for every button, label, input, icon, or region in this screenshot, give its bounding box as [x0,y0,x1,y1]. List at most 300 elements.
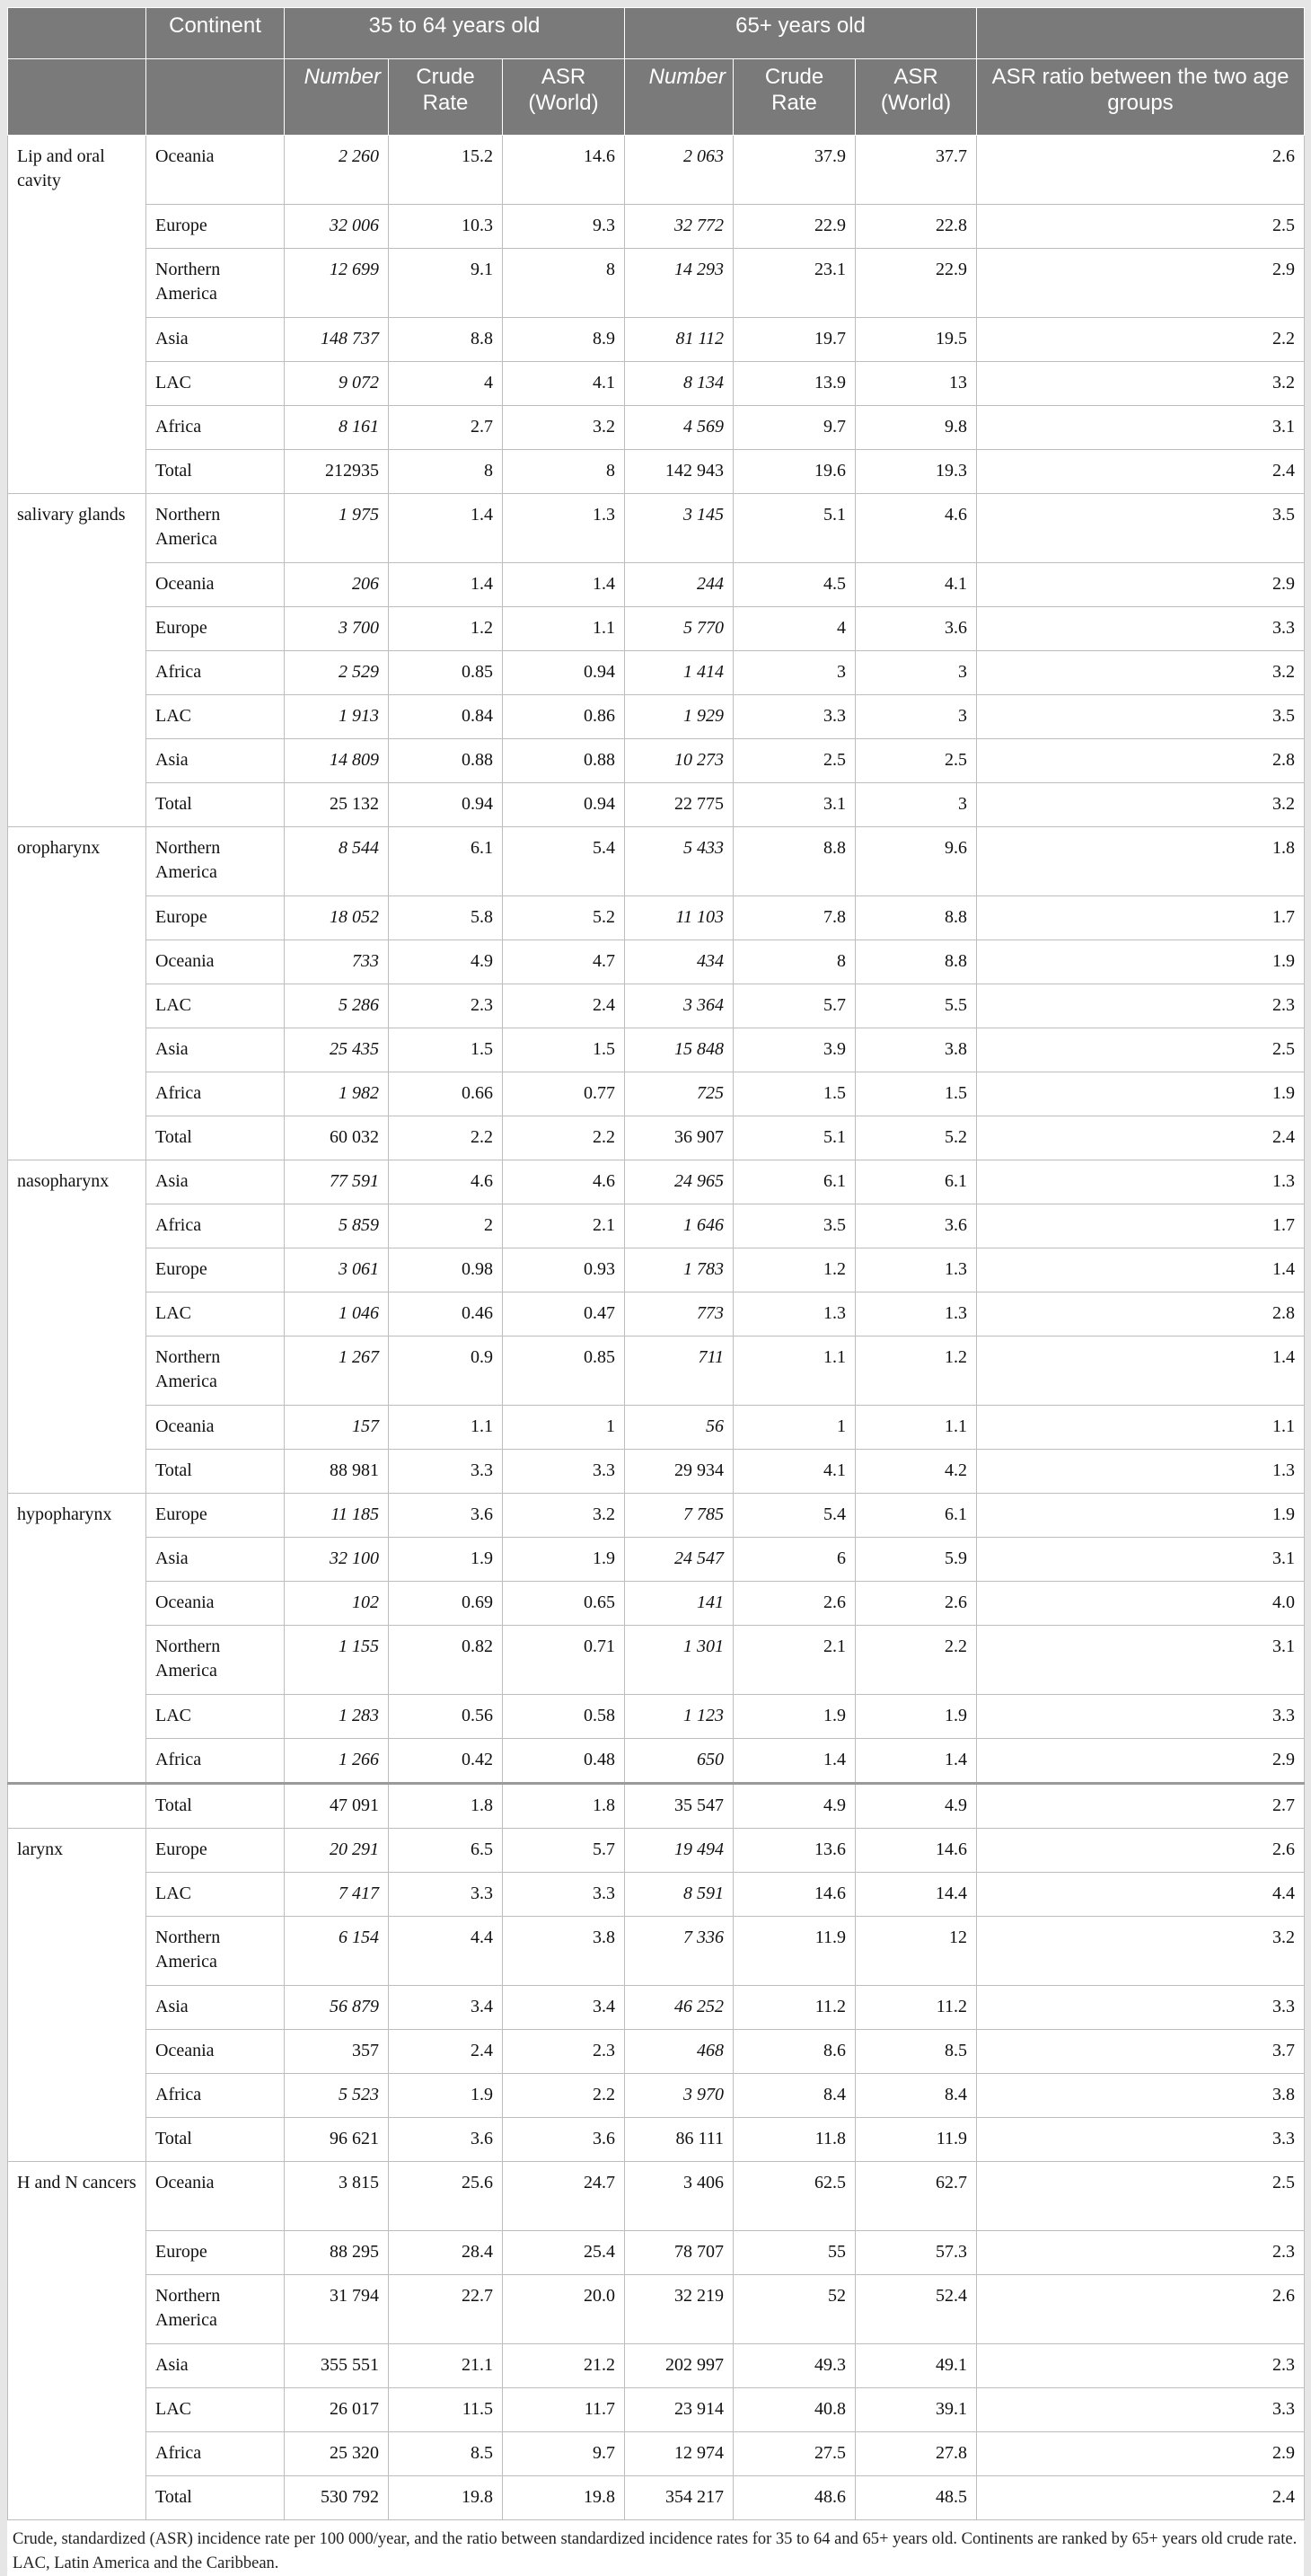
cell-crude-rate-35-64: 1.9 [389,1538,503,1582]
header-site-blank [8,8,146,59]
cell-crude-rate-65-plus: 19.7 [734,318,856,362]
cell-number-35-64: 60 032 [285,1116,389,1160]
header-ratio-blank [977,8,1305,59]
cell-cancer-site [8,2344,146,2388]
cell-crude-rate-35-64: 5.8 [389,896,503,940]
cell-number-35-64: 1 913 [285,695,389,739]
cell-crude-rate-35-64: 4.6 [389,1160,503,1204]
cell-cancer-site [8,2118,146,2162]
cell-continent: Oceania [146,940,285,984]
cell-asr-ratio: 1.8 [977,827,1305,896]
cell-number-35-64: 7 417 [285,1873,389,1917]
cell-crude-rate-35-64: 2.4 [389,2030,503,2074]
cell-asr-35-64: 1 [503,1406,625,1450]
cell-continent: Total [146,1116,285,1160]
cell-crude-rate-35-64: 3.3 [389,1873,503,1917]
cell-asr-65-plus: 49.1 [856,2344,977,2388]
cell-asr-35-64: 3.6 [503,2118,625,2162]
cell-continent: Oceania [146,563,285,607]
cell-continent: LAC [146,1292,285,1337]
cell-crude-rate-65-plus: 4 [734,607,856,651]
cell-number-35-64: 5 523 [285,2074,389,2118]
table-row [8,136,1305,205]
cell-number-65-plus: 86 111 [625,2118,734,2162]
cell-asr-65-plus: 57.3 [856,2231,977,2275]
cell-asr-65-plus: 9.6 [856,827,977,896]
cell-cancer-site [8,1292,146,1337]
table-row [8,1695,1305,1739]
cell-number-35-64: 25 132 [285,783,389,827]
cell-asr-ratio: 3.2 [977,362,1305,406]
table-row [8,2030,1305,2074]
cell-number-65-plus: 354 217 [625,2476,734,2520]
cell-asr-35-64: 2.1 [503,1204,625,1248]
cell-number-65-plus: 3 970 [625,2074,734,2118]
cell-number-65-plus: 1 301 [625,1626,734,1695]
cell-crude-rate-35-64: 11.5 [389,2388,503,2432]
cell-cancer-site [8,1582,146,1626]
table-row [8,1538,1305,1582]
table-row [8,739,1305,783]
cell-crude-rate-65-plus: 11.9 [734,1917,856,1986]
cell-asr-ratio: 3.5 [977,494,1305,563]
cell-crude-rate-65-plus: 13.9 [734,362,856,406]
cell-asr-65-plus: 2.2 [856,1626,977,1695]
cell-number-65-plus: 711 [625,1337,734,1406]
cell-crude-rate-65-plus: 6 [734,1538,856,1582]
table-row [8,2275,1305,2344]
cell-asr-35-64: 0.94 [503,783,625,827]
cell-continent: LAC [146,984,285,1028]
cell-asr-35-64: 3.3 [503,1450,625,1494]
cell-asr-ratio: 2.8 [977,1292,1305,1337]
table-row [8,1829,1305,1873]
cell-continent: LAC [146,1695,285,1739]
cell-crude-rate-65-plus: 1.9 [734,1695,856,1739]
table-row [8,563,1305,607]
incidence-table [7,7,1305,2520]
table-row [8,2162,1305,2231]
cell-asr-35-64: 8 [503,249,625,318]
cell-asr-65-plus: 3.8 [856,1028,977,1072]
cell-asr-35-64: 0.88 [503,739,625,783]
cell-cancer-site: salivary glands [8,494,146,563]
table-row [8,1028,1305,1072]
cell-asr-ratio: 1.9 [977,1072,1305,1116]
cell-asr-65-plus: 27.8 [856,2432,977,2476]
header-crude-rate-1: Crude Rate [389,59,503,136]
cell-asr-ratio: 2.3 [977,2344,1305,2388]
cell-asr-65-plus: 1.9 [856,1695,977,1739]
cell-asr-65-plus: 3 [856,695,977,739]
cell-asr-65-plus: 11.9 [856,2118,977,2162]
cell-crude-rate-35-64: 8 [389,450,503,494]
cell-number-65-plus: 81 112 [625,318,734,362]
cell-continent: Europe [146,1829,285,1873]
cell-crude-rate-65-plus: 5.1 [734,1116,856,1160]
cell-crude-rate-35-64: 9.1 [389,249,503,318]
table-row [8,1986,1305,2030]
table-row [8,695,1305,739]
cell-continent: Oceania [146,1406,285,1450]
cell-crude-rate-65-plus: 1.4 [734,1739,856,1784]
table-row [8,1072,1305,1116]
cell-number-65-plus: 36 907 [625,1116,734,1160]
cell-continent: Asia [146,2344,285,2388]
cell-crude-rate-35-64: 0.84 [389,695,503,739]
cell-crude-rate-65-plus: 23.1 [734,249,856,318]
cell-crude-rate-35-64: 22.7 [389,2275,503,2344]
cell-number-65-plus: 650 [625,1739,734,1784]
cell-number-35-64: 18 052 [285,896,389,940]
cell-asr-35-64: 21.2 [503,2344,625,2388]
cell-asr-ratio: 2.7 [977,1784,1305,1829]
cell-continent: Africa [146,1204,285,1248]
cell-crude-rate-65-plus: 7.8 [734,896,856,940]
cell-asr-65-plus: 14.6 [856,1829,977,1873]
cell-number-65-plus: 32 772 [625,205,734,249]
cell-asr-65-plus: 5.5 [856,984,977,1028]
cell-crude-rate-65-plus: 3.9 [734,1028,856,1072]
cell-crude-rate-35-64: 2.7 [389,406,503,450]
cell-number-65-plus: 1 646 [625,1204,734,1248]
cell-asr-ratio: 4.0 [977,1582,1305,1626]
cell-asr-ratio: 3.3 [977,2118,1305,2162]
cell-crude-rate-35-64: 1.8 [389,1784,503,1829]
cell-number-65-plus: 8 591 [625,1873,734,1917]
cell-cancer-site [8,1695,146,1739]
cell-asr-ratio: 2.5 [977,205,1305,249]
cell-continent: Europe [146,896,285,940]
cell-continent: LAC [146,1873,285,1917]
cell-number-35-64: 1 283 [285,1695,389,1739]
cell-crude-rate-65-plus: 19.6 [734,450,856,494]
cell-crude-rate-65-plus: 13.6 [734,1829,856,1873]
cell-crude-rate-35-64: 10.3 [389,205,503,249]
cell-cancer-site [8,1204,146,1248]
cell-number-35-64: 47 091 [285,1784,389,1829]
table-row [8,1248,1305,1292]
cell-asr-ratio: 1.4 [977,1337,1305,1406]
cell-asr-ratio: 1.9 [977,1494,1305,1538]
cell-crude-rate-35-64: 0.88 [389,739,503,783]
cell-number-35-64: 102 [285,1582,389,1626]
cell-asr-35-64: 19.8 [503,2476,625,2520]
cell-crude-rate-65-plus: 1 [734,1406,856,1450]
table-container [7,7,1304,2576]
cell-number-65-plus: 773 [625,1292,734,1337]
cell-crude-rate-35-64: 4.4 [389,1917,503,1986]
cell-asr-35-64: 5.2 [503,896,625,940]
cell-asr-65-plus: 4.9 [856,1784,977,1829]
cell-asr-65-plus: 1.5 [856,1072,977,1116]
cell-asr-ratio: 2.9 [977,249,1305,318]
cell-cancer-site [8,651,146,695]
cell-number-65-plus: 141 [625,1582,734,1626]
cell-asr-35-64: 24.7 [503,2162,625,2231]
cell-number-65-plus: 1 414 [625,651,734,695]
cell-cancer-site: larynx [8,1829,146,1873]
table-row [8,651,1305,695]
cell-continent: Total [146,783,285,827]
cell-asr-35-64: 3.2 [503,406,625,450]
cell-continent: Northern America [146,1917,285,1986]
cell-asr-65-plus: 4.6 [856,494,977,563]
header-asr-ratio: ASR ratio between the two age groups [977,59,1305,136]
cell-continent: LAC [146,695,285,739]
cell-asr-65-plus: 1.1 [856,1406,977,1450]
cell-asr-ratio: 2.9 [977,2432,1305,2476]
cell-asr-ratio: 3.5 [977,695,1305,739]
cell-asr-65-plus: 8.8 [856,940,977,984]
cell-asr-ratio: 2.4 [977,2476,1305,2520]
cell-number-65-plus: 78 707 [625,2231,734,2275]
cell-number-35-64: 8 161 [285,406,389,450]
cell-number-35-64: 9 072 [285,362,389,406]
cell-asr-35-64: 0.65 [503,1582,625,1626]
cell-crude-rate-35-64: 3.3 [389,1450,503,1494]
cell-cancer-site [8,1248,146,1292]
cell-crude-rate-35-64: 0.69 [389,1582,503,1626]
cell-number-65-plus: 8 134 [625,362,734,406]
cell-asr-ratio: 3.3 [977,1986,1305,2030]
cell-crude-rate-65-plus: 48.6 [734,2476,856,2520]
cell-asr-ratio: 3.7 [977,2030,1305,2074]
cell-asr-65-plus: 5.2 [856,1116,977,1160]
cell-continent: Africa [146,406,285,450]
cell-crude-rate-35-64: 1.4 [389,563,503,607]
cell-continent: Africa [146,1072,285,1116]
cell-asr-65-plus: 1.3 [856,1248,977,1292]
table-row [8,827,1305,896]
table-row [8,984,1305,1028]
cell-asr-35-64: 11.7 [503,2388,625,2432]
cell-crude-rate-35-64: 28.4 [389,2231,503,2275]
cell-crude-rate-65-plus: 1.3 [734,1292,856,1337]
cell-number-35-64: 3 061 [285,1248,389,1292]
cell-asr-35-64: 9.7 [503,2432,625,2476]
cell-crude-rate-65-plus: 55 [734,2231,856,2275]
cell-crude-rate-65-plus: 1.5 [734,1072,856,1116]
cell-crude-rate-35-64: 21.1 [389,2344,503,2388]
cell-number-35-64: 3 700 [285,607,389,651]
cell-number-35-64: 6 154 [285,1917,389,1986]
cell-crude-rate-35-64: 19.8 [389,2476,503,2520]
cell-number-35-64: 32 100 [285,1538,389,1582]
table-row [8,896,1305,940]
cell-asr-35-64: 14.6 [503,136,625,205]
cell-number-35-64: 157 [285,1406,389,1450]
cell-cancer-site [8,1986,146,2030]
cell-asr-35-64: 0.93 [503,1248,625,1292]
cell-continent: Asia [146,1028,285,1072]
cell-continent: Oceania [146,2030,285,2074]
cell-continent: Northern America [146,827,285,896]
cell-number-65-plus: 1 929 [625,695,734,739]
cell-continent: Oceania [146,136,285,205]
header-crude-rate-2: Crude Rate [734,59,856,136]
cell-continent: Total [146,1450,285,1494]
cell-asr-ratio: 1.3 [977,1450,1305,1494]
cell-cancer-site [8,1784,146,1829]
cell-asr-ratio: 1.4 [977,1248,1305,1292]
cell-asr-35-64: 4.7 [503,940,625,984]
cell-asr-65-plus: 3 [856,783,977,827]
cell-asr-ratio: 3.3 [977,607,1305,651]
cell-asr-65-plus: 11.2 [856,1986,977,2030]
cell-number-35-64: 88 981 [285,1450,389,1494]
table-row [8,318,1305,362]
cell-asr-65-plus: 3.6 [856,1204,977,1248]
cell-crude-rate-35-64: 2.3 [389,984,503,1028]
cell-number-35-64: 31 794 [285,2275,389,2344]
cell-number-35-64: 1 267 [285,1337,389,1406]
cell-crude-rate-65-plus: 49.3 [734,2344,856,2388]
cell-continent: Asia [146,1538,285,1582]
cell-asr-65-plus: 1.4 [856,1739,977,1784]
cell-number-35-64: 11 185 [285,1494,389,1538]
cell-crude-rate-35-64: 0.94 [389,783,503,827]
cell-asr-ratio: 2.9 [977,1739,1305,1784]
cell-number-65-plus: 56 [625,1406,734,1450]
cell-asr-35-64: 3.4 [503,1986,625,2030]
cell-asr-65-plus: 8.8 [856,896,977,940]
cell-cancer-site [8,1028,146,1072]
cell-number-65-plus: 35 547 [625,1784,734,1829]
cell-crude-rate-35-64: 1.1 [389,1406,503,1450]
header-asr-2: ASR (World) [856,59,977,136]
cell-asr-65-plus: 14.4 [856,1873,977,1917]
cell-cancer-site [8,2030,146,2074]
cell-continent: Total [146,450,285,494]
table-row [8,2476,1305,2520]
cell-number-35-64: 26 017 [285,2388,389,2432]
cell-crude-rate-65-plus: 4.1 [734,1450,856,1494]
cell-number-35-64: 20 291 [285,1829,389,1873]
cell-crude-rate-35-64: 3.6 [389,1494,503,1538]
cell-number-35-64: 5 286 [285,984,389,1028]
cell-number-65-plus: 29 934 [625,1450,734,1494]
cell-asr-65-plus: 12 [856,1917,977,1986]
cell-continent: Oceania [146,1582,285,1626]
cell-asr-ratio: 3.3 [977,1695,1305,1739]
cell-number-65-plus: 142 943 [625,450,734,494]
header-row-2 [8,59,1305,136]
cell-asr-35-64: 3.2 [503,1494,625,1538]
cell-cancer-site [8,695,146,739]
cell-crude-rate-65-plus: 11.8 [734,2118,856,2162]
cell-cancer-site: nasopharynx [8,1160,146,1204]
cell-asr-ratio: 2.8 [977,739,1305,783]
cell-number-35-64: 77 591 [285,1160,389,1204]
cell-crude-rate-35-64: 4 [389,362,503,406]
cell-crude-rate-65-plus: 9.7 [734,406,856,450]
cell-asr-35-64: 20.0 [503,2275,625,2344]
cell-number-35-64: 8 544 [285,827,389,896]
cell-asr-35-64: 25.4 [503,2231,625,2275]
cell-asr-ratio: 2.3 [977,2231,1305,2275]
cell-asr-ratio: 3.2 [977,1917,1305,1986]
cell-asr-ratio: 3.2 [977,783,1305,827]
table-row [8,940,1305,984]
cell-continent: Africa [146,1739,285,1784]
cell-cancer-site [8,318,146,362]
cell-asr-ratio: 3.1 [977,406,1305,450]
cell-asr-65-plus: 9.8 [856,406,977,450]
table-body [8,136,1305,2520]
cell-number-65-plus: 14 293 [625,249,734,318]
table-row [8,406,1305,450]
cell-asr-ratio: 1.3 [977,1160,1305,1204]
cell-asr-35-64: 2.2 [503,2074,625,2118]
cell-crude-rate-35-64: 1.9 [389,2074,503,2118]
cell-cancer-site [8,249,146,318]
table-row [8,2388,1305,2432]
table-row [8,2344,1305,2388]
cell-crude-rate-65-plus: 8.4 [734,2074,856,2118]
cell-asr-35-64: 0.47 [503,1292,625,1337]
cell-cancer-site [8,450,146,494]
cell-asr-ratio: 2.4 [977,450,1305,494]
cell-asr-ratio: 2.2 [977,318,1305,362]
cell-asr-ratio: 3.1 [977,1626,1305,1695]
cell-asr-35-64: 1.4 [503,563,625,607]
table-row [8,607,1305,651]
table-row [8,1450,1305,1494]
cell-number-35-64: 2 260 [285,136,389,205]
cell-asr-35-64: 0.85 [503,1337,625,1406]
cell-asr-35-64: 4.6 [503,1160,625,1204]
cell-continent: Oceania [146,2162,285,2231]
cell-crude-rate-65-plus: 62.5 [734,2162,856,2231]
cell-asr-65-plus: 2.5 [856,739,977,783]
cell-asr-35-64: 0.58 [503,1695,625,1739]
cell-asr-35-64: 0.86 [503,695,625,739]
cell-asr-65-plus: 1.3 [856,1292,977,1337]
cell-number-65-plus: 4 569 [625,406,734,450]
cell-asr-35-64: 4.1 [503,362,625,406]
cell-number-35-64: 148 737 [285,318,389,362]
cell-crude-rate-65-plus: 8.8 [734,827,856,896]
cell-crude-rate-65-plus: 2.1 [734,1626,856,1695]
cell-asr-35-64: 3.3 [503,1873,625,1917]
cell-number-65-plus: 24 547 [625,1538,734,1582]
cell-number-35-64: 212935 [285,450,389,494]
cell-crude-rate-65-plus: 5.1 [734,494,856,563]
cell-number-35-64: 206 [285,563,389,607]
cell-asr-35-64: 1.1 [503,607,625,651]
cell-continent: LAC [146,2388,285,2432]
table-row [8,1116,1305,1160]
cell-asr-35-64: 0.71 [503,1626,625,1695]
cell-crude-rate-65-plus: 4.9 [734,1784,856,1829]
table-row [8,1406,1305,1450]
cell-continent: Northern America [146,494,285,563]
cell-cancer-site [8,607,146,651]
cell-number-65-plus: 3 406 [625,2162,734,2231]
table-row [8,1626,1305,1695]
cell-cancer-site [8,1917,146,1986]
cell-cancer-site [8,1739,146,1784]
cell-asr-65-plus: 6.1 [856,1494,977,1538]
cell-continent: Europe [146,607,285,651]
cell-crude-rate-65-plus: 1.2 [734,1248,856,1292]
cell-asr-65-plus: 8.5 [856,2030,977,2074]
cell-continent: Africa [146,2074,285,2118]
cell-number-65-plus: 3 145 [625,494,734,563]
cell-asr-65-plus: 37.7 [856,136,977,205]
table-row [8,2432,1305,2476]
